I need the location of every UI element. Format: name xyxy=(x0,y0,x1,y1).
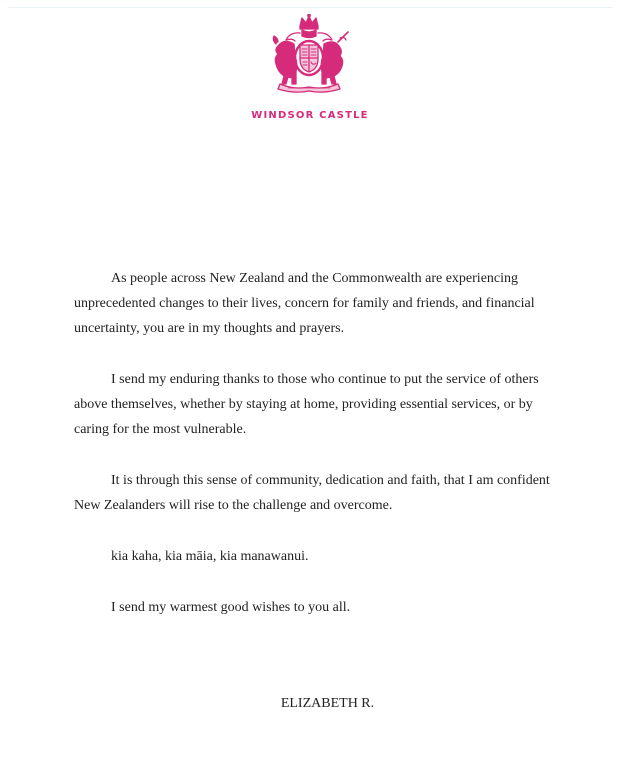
letter-paragraph: It is through this sense of community, dedication and faith, that I am confident New Zealanders will rise to the challenge and overcome. xyxy=(74,473,550,513)
closing-wishes: I send my warmest good wishes to you all. xyxy=(111,600,351,615)
letter-paragraph: As people across New Zealand and the Commonwealth are experiencing unprecedented changes to their lives, concern for family and friends, and financial uncertainty, you are in my thoughts and prayers. xyxy=(74,271,535,336)
signature: ELIZABETH R. xyxy=(280,696,375,711)
top-edge-rule xyxy=(8,7,612,8)
royal-coat-of-arms-icon xyxy=(264,14,354,94)
letter-paragraph: I send my enduring thanks to those who continue to put the service of others above themselves, whether by staying at home, providing essential services, or by caring for the most vulnerable. xyxy=(74,372,539,437)
letter-body xyxy=(74,266,554,620)
letterhead-address: WINDSOR CASTLE xyxy=(251,110,369,121)
maori-greeting: kia kaha, kia māia, kia manawanui. xyxy=(111,549,309,564)
